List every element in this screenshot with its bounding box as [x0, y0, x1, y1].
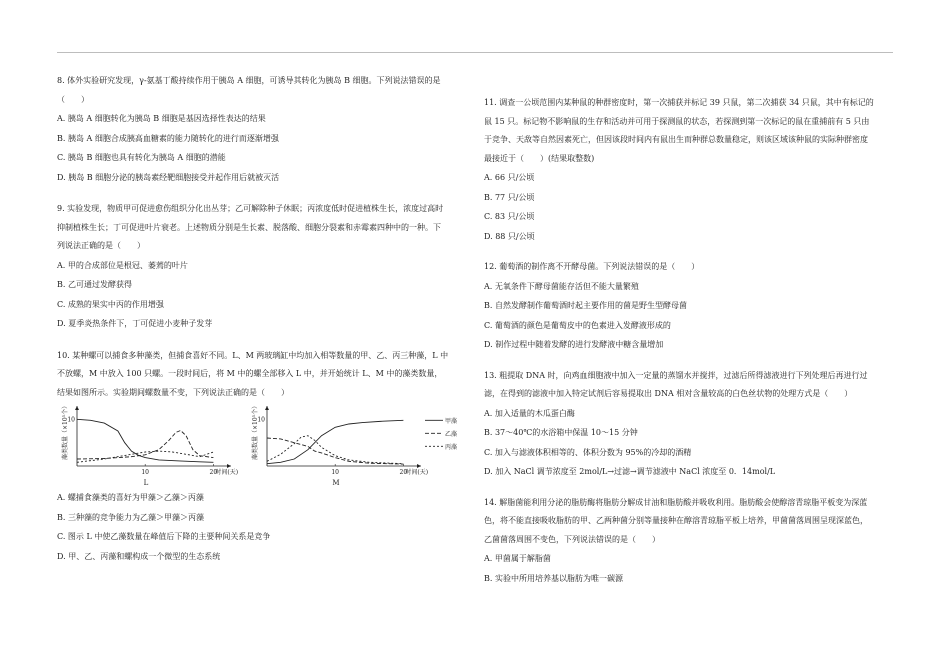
option-c: C. 葡萄酒的颜色是葡萄皮中的色素进入发酵液形成的 — [484, 320, 671, 330]
question-11-stem-line: 最接近于（ ）(结果取整数) — [484, 153, 595, 163]
option-b: B. 自然发酵制作葡萄酒时起主要作用的菌是野生型酵母菌 — [484, 301, 687, 310]
x-axis-arrow — [417, 464, 421, 468]
question-9 — [57, 200, 467, 334]
legend-label: 乙藻 — [445, 430, 458, 438]
question-9-stem-line: 9. 实验发现，物质甲可促进愈伤组织分化出丛芽；乙可解除种子休眠；丙浓度低时促进植株生长，浓度过高时 — [57, 204, 444, 213]
option-a: A. 螺捕食藻类的喜好为甲藻＞乙藻＞丙藻 — [57, 493, 204, 502]
question-10-stem-line: 结果如图所示。实验期间螺数量不变，下列说法正确的是（ ） — [57, 387, 289, 397]
series-line-乙藻 — [77, 431, 213, 460]
chart-panel-label: M — [332, 479, 340, 487]
question-13-stem-line: 13. 粗提取 DNA 时，向鸡血细胞液中加入一定量的蒸馏水并搅拌，过滤后所得滤液进行下列处理后再进行过 — [484, 370, 868, 380]
x-tick-label: 20 — [209, 469, 218, 476]
series-line-甲藻 — [267, 420, 403, 463]
x-axis-title: 时间(天) — [215, 469, 239, 476]
question-13 — [484, 367, 894, 482]
question-11-stem-line: 11. 调查一公顷范围内某种鼠的种群密度时，第一次捕获并标记 39 只鼠，第二次捕获 34 只鼠，其中有标记的 — [484, 98, 874, 107]
question-14-stem-line: 色，将不能直接吸收脂肪的甲、乙两种菌分别等量接种在醇溶青琼脂平板上培养，甲菌菌落周围呈现深蓝色， — [484, 516, 868, 525]
x-axis-title: 时间(天) — [405, 469, 429, 476]
question-8 — [57, 72, 467, 187]
option-d: D. 制作过程中随着发酵的进行发酵液中糖含量增加 — [484, 340, 664, 349]
question-14-stem-line: 乙菌菌落周围不变色，下列说法错误的是（ ） — [484, 534, 660, 544]
option-a: A. 甲菌属于解脂菌 — [484, 554, 551, 563]
option-d: D. 甲、乙、丙藻和螺构成一个微型的生态系统 — [57, 551, 221, 561]
legend-label: 丙藻 — [445, 443, 458, 451]
option-b: B. 乙可通过发酵获得 — [57, 280, 132, 289]
y-tick-label: 10 — [257, 416, 265, 424]
y-axis-arrow — [265, 406, 269, 410]
x-axis-arrow — [227, 464, 231, 468]
y-axis-label: 藻类数量（×10⁵个） — [62, 402, 69, 460]
y-axis-arrow — [75, 406, 79, 410]
question-11-stem-line: 鼠 15 只。标记物不影响鼠的生存和活动并可用于探测鼠的状态，若探测到第一次标记的鼠在重捕前有 5 只由 — [484, 116, 870, 126]
right-column — [484, 94, 894, 588]
chart-m — [247, 404, 477, 488]
x-tick-label: 10 — [331, 469, 340, 476]
option-c: C. 加入与滤液体积相等的、体积分数为 95%的冷却的酒精 — [484, 447, 692, 457]
option-a: A. 66 只/公顷 — [484, 173, 535, 182]
question-14 — [484, 494, 894, 589]
question-10-stem-line: 10. 某种螺可以捕食多种藻类，但捕食喜好不同。L、M 两玻璃缸中均加入相等数量的甲、乙、丙三种藻，L 中 — [57, 350, 449, 360]
option-c: C. 胰岛 B 细胞也具有转化为胰岛 A 细胞的潜能 — [57, 153, 226, 162]
option-a: A. 无氧条件下酵母菌能存活但不能大量繁殖 — [484, 281, 639, 291]
algae-charts — [57, 404, 467, 488]
option-c: C. 成熟的果实中丙的作用增强 — [57, 299, 164, 309]
left-column — [57, 72, 467, 566]
x-tick-label: 10 — [141, 469, 150, 476]
question-14-stem-line: 14. 解脂菌能利用分泌的脂肪酶将脂肪分解成甘油和脂肪酸并吸收利用。脂肪酸会使醇溶青琼脂平板变为深蓝 — [484, 497, 868, 507]
option-b: B. 77 只/公顷 — [484, 192, 535, 202]
question-9-stem-line: 抑制植株生长；丁可促进叶片衰老。上述物质分别是生长素、脱落酸、细胞分裂素和赤霉素四种中的一种。下 — [57, 222, 441, 232]
question-12-stem-line: 12. 葡萄酒的制作离不开酵母菌。下列说法错误的是（ ） — [484, 262, 700, 271]
question-10 — [57, 347, 467, 567]
chart-panel-label: L — [143, 479, 149, 487]
option-b: B. 三种藻的竞争能力为乙藻＞甲藻＞丙藻 — [57, 512, 204, 522]
option-b: B. 实验中所用培养基以脂肪为唯一碳源 — [484, 573, 623, 583]
question-12 — [484, 258, 894, 355]
option-c: C. 83 只/公顷 — [484, 212, 535, 221]
x-tick-label: 20 — [399, 469, 408, 476]
series-line-丙藻 — [77, 451, 213, 462]
question-11-stem-line: 于竞争、天敌等自然因素死亡，但因该段时间内有鼠出生而种群总数量稳定，则该区域该种鼠的实际种群密度 — [484, 135, 868, 144]
legend-label: 甲藻 — [445, 417, 458, 425]
question-11 — [484, 94, 894, 246]
option-d: D. 胰岛 B 细胞分泌的胰岛素经靶细胞接受并起作用后就被灭活 — [57, 172, 280, 182]
option-c: C. 图示 L 中使乙藻数量在峰值后下降的主要种间关系是竞争 — [57, 532, 271, 541]
question-10-stem-line: 不放螺，M 中放入 100 只螺。一段时间后，将 M 中的螺全部移入 L 中，并开始统计 L、M 中的藻类数量， — [57, 369, 443, 378]
option-a: A. 胰岛 A 细胞转化为胰岛 B 细胞是基因选择性表达的结果 — [57, 114, 266, 123]
question-8-stem-line: （ ） — [57, 94, 89, 104]
question-8-stem-line: 8. 体外实验研究发现，γ-氨基丁酸持续作用于胰岛 A 细胞，可诱导其转化为胰岛 B 细胞。下列说法错误的是 — [57, 76, 441, 85]
y-tick-label: 10 — [67, 416, 75, 424]
option-d: D. 88 只/公顷 — [484, 231, 535, 241]
option-d: D. 夏季炎热条件下，丁可促进小麦种子发芽 — [57, 319, 213, 328]
question-9-stem-line: 列说法正确的是（ ） — [57, 241, 145, 250]
option-a: A. 加入适量的木瓜蛋白酶 — [484, 408, 575, 418]
option-b: B. 胰岛 A 细胞合成胰高血糖素的能力随转化的进行而逐渐增强 — [57, 133, 279, 143]
option-b: B. 37～40℃的水浴箱中保温 10～15 分钟 — [484, 428, 638, 437]
header-rule — [57, 52, 893, 53]
option-a: A. 甲的合成部位是根冠、萎蔫的叶片 — [57, 260, 188, 270]
chart-l — [57, 404, 237, 488]
question-13-stem-line: 滤，在得到的滤液中加入特定试剂后容易提取出 DNA 相对含量较高的白色丝状物的处理方式是（ ） — [484, 389, 853, 398]
y-axis-label: 藻类数量（×10⁵个） — [252, 402, 259, 460]
option-d: D. 加入 NaCl 调节浓度至 2mol/L→过滤→调节滤液中 NaCl 浓度至 0．14mol/L — [484, 467, 776, 476]
series-line-丙藻 — [267, 436, 403, 464]
